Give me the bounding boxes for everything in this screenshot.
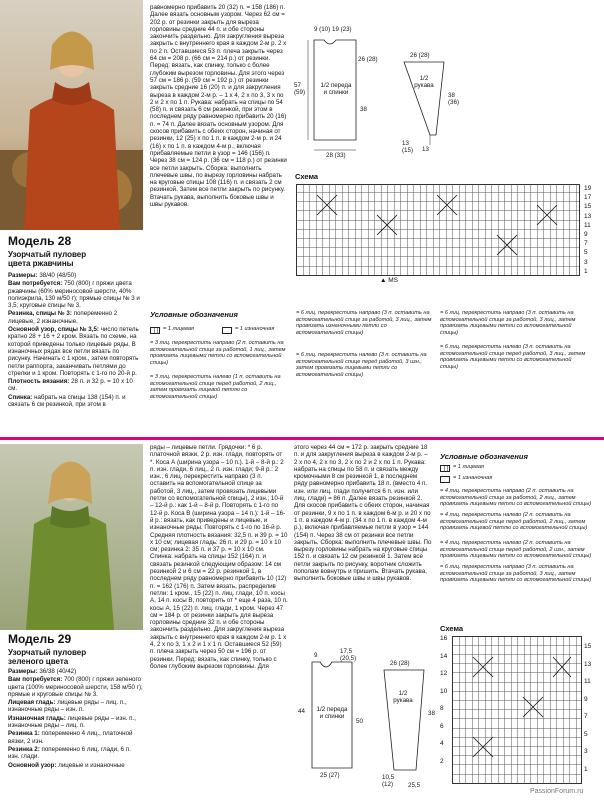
intro-label: Плотность вязания: [8,378,70,386]
model-28-photo-illustration [0,0,143,230]
intro-text: 38/40 (48/50) [37,272,77,279]
intro-text: 700 (800) г пряжи зеленого цвета (100% мериносовой шерсти, 158 м/50 г); прямые и круговые спицы № 3. [8,676,143,698]
row-number: 11 [584,221,591,229]
row-number: 5 [584,249,588,257]
dim: 26 (28) [358,56,378,63]
scheme-cables [297,185,581,277]
ms-label: MS [388,277,398,284]
legend-item: = 4 лиц. перекрестить налево (2 п. оставить на вспомогательной спице перед работой, 2 изн., затем провязать лицевыми петли со вспомогательной спицы) [440,540,592,560]
model-28-instructions: равномерно прибавить 20 (32) п. = 158 (186) п. Далее вязать основным узором. Через 62 см = 202 р. от резинки закрыть для выреза горловины средние 44 п. и обе стороны закончить раздельно. Для закругления выреза закрыть с внутреннего края в каждом 2-м р. 2 х по 2 п. Оставшиеся 53 п. плеча закрыть через 64 см = 208 р. (66 см = 214 р.) от резинки. Перед: вязать, как спинку, только с более глубоким вырезом горловины. Для этого через 57 см = 186 р. (59 см = 192 р.) от резинки закрыть средние 16 (20) п. и для закругления выреза в каждом 2-м р. – 1 х 4, 2 х по 3, 3 х по 2 и 2 х по 1 п. Рукава: набрать на спицы по 54 (58) п. и связать 6 см резинкой, при этом в последнем ряду равномерно прибавить 20 (16) п. = 74 п. Далее вязать основным узором. Для скосов прибавить с обеих сторон, начиная от резинки, 12 (25) х по 1 п. в каждом 2-м р. и 24 (16) х по 1 п. в каждом 4-м р., включая прибавляемые петли в узор = 146 (156) п. Через 38 см = 124 р. (36 см = 118 р.) от резинки все петли закрыть. Сборка: выполнить плечевые швы, по вырезу горловины набрать на круговые спицы 108 (116) п. и связать 2 см резинкой. Затем все петли закрыть по рисунку. Втачать рукава, выполнить боковые швы и швы рукавов. [150,4,287,209]
intro-text: 750 (800) г пряжи цвета ржавчины (60% мериносовой шерсти, 40% полиэкрила, 130 м/50 г); прямые спицы № 3 и 3,5; круговые спицы № 3. [8,280,140,310]
legend-item: = 6 лиц. перекрестить направо (3 п. оставить на вспомогательной спице за работой, 3 лиц., затем провязать лицевыми петли со вспомогательной спицы) [440,310,576,336]
model-29-sleeve-diagram [378,660,448,798]
knit-symbol-icon [150,327,160,334]
row-number: 10 [440,687,448,695]
model-29-scheme-grid [452,636,582,784]
dim: 17,5 (20,5) [340,648,357,663]
row-number: 2 [440,757,444,765]
row-number: 3 [584,748,588,755]
row-number: 1 [584,765,588,773]
scheme-row-numbers-right [584,644,591,784]
purl-symbol-icon [440,476,450,483]
dim: 9 [314,652,318,659]
intro-text: набрать на спицы 138 (154) п. и связать 6 см резинкой, при этом в [8,393,126,409]
dim: 9 (10) [314,26,331,33]
row-number: 13 [584,212,592,220]
row-number: 5 [584,730,588,738]
model-29-title: Модель 29 [8,632,72,646]
row-number: 16 [440,635,448,642]
purl-symbol-icon [222,327,232,334]
row-number: 14 [440,652,448,660]
dim: 13 [422,146,429,153]
row-number: 15 [584,643,592,650]
dim: 50 [356,718,363,725]
row-number: 19 [584,185,592,192]
legend-item: = 1 лицевая [150,326,220,334]
model-28-intro [8,272,143,409]
model-29-instructions: ряды – лицевые петли. Грядочки: * 6 р. платочной вязки, 2 р. изн. глади, повторять от *. Коса А (ширина узора – 10 п.). 1-й – 8-й р.: 2 п. изн. глади, 6 лиц., 2 п. изн. глади; 9-й р.: 2 изн., 6 лиц. перекрестить направо (3 п. оставить на вспомогательной спице за работой, 3 лиц., затем провязать лицевыми петли со вспомогательной спицы), 2 изн.; 10-й – 12-й р.: как 1-й – 8-й р. Повторять с 1-го по 12-й р. Коса В (ширина узора – 14 п.): 1-й – 16-й р.: вязать, как приведены и лицевые, и изнаночные ряды. Повторять с 1-го по 16-й р. Средняя плотность вязания: 32,5 п. и 39 р. = 10 х 10 см; лицевая гладь: 26 п. и 29 р. = 10 х 10 см; резинка 2: 35 п. и 37 р. = 10 х 10 см. Спинка: набрать на спицы 152 (164) п. и связать резинкой следующим образом: 14 см резинкой 2 и 6 см = 22 р. резинкой 1, в последнем ряду равномерно прибавить 10 (12) п. = 162 (176) п. Затем вязать, распределив петли: 1 кром., 15 (22) п. лиц. глади, 10 п. косы А, 14 п. косы В, повторить от * еще 4 раза, 10 п. косы А, 15 (22) п. лиц. глади, 1 кром. Через 47 см = 184 р. от резинки закрыть для выреза горловины средние 32 п. и обе стороны закончить раздельно. Для закругления выреза закрыть с внутреннего края в каждом 2-м р. 1 х 4, 2 х по 3, 1 х 2 и 1 х 1 п. Оставшиеся 52 (59) п. плеча закрыть через 50 см = 196 р. от резинки. Перед: вязать, как спинку, только с более глубоким вырезом горловины. Для [150,444,288,670]
intro-label: Вам потребуется: [8,676,63,684]
model-29-instructions-cont: этого через 44 см = 172 р. закрыть средние 18 п. и для закругления выреза в каждом 2-м р. – 2 х по 4, 2 х по 3, 2 х по 2 и 2 х по 1 п. Рукава: набрать на спицы по 58 п. и связать между кромочными 8 см резинкой 1, в последнем ряду равномерно прибавить 18 п. (вместо 4 п. изн. или лиц. глади получится 6 п. изн. или лиц. глади) = 86 п. Далее вязать резинкой 2. Для скосов прибавить с обеих сторон, начиная от резинки, 9 х по 1 п. в каждом 6-м р. и 20 х по 1 п. в каждом 4-м р. (34 х по 1 п. в каждом 4-м р.), включая прибавляемые петли в узор = 144 (154) п. Через 38 см от резинки все петли закрыть. Сборка: выполнить плечевые швы. По вырезу горловины набрать на круговые спицы 152 п. и связать 12 см резинкой 1. Затем все петли закрыть по рисунку, воротник сложить пополам вовнутрь и пришить. Втачать рукава, выполнить боковые швы и швы рукавов. [294,444,432,583]
intro-text: лицевые ряды – лиц. п., изнаночные ряды – изн. п. [8,699,127,714]
model-28-body-diagram [294,20,384,170]
intro-text: лицевые и изнаночные [56,761,125,769]
row-number: 9 [584,695,588,703]
intro-text: попеременно 6 лиц. глади, 6 п. изн. глади. [8,745,131,761]
model-29-subtitle: Узорчатый пуловер зеленого цвета [8,648,87,666]
ms-marker [380,277,398,284]
model-28-title: Модель 28 [8,234,72,248]
row-number: 17 [584,194,592,202]
intro-label: Лицевая гладь: [8,699,56,707]
dim: 38 [360,106,367,113]
intro-label: Резинка, спицы № 3: [8,310,72,318]
intro-text: лицевые ряды – изн. п., изнаночные ряды – лиц. п. [8,714,136,730]
row-number: 9 [584,230,588,238]
scheme-label: Схема [295,172,319,181]
legend-item: = 6 лиц. перекрестить налево (3 п. оставить на вспомогательной спице перед работой, 3 лиц., затем провязать лицевыми петли со вспомогательной спицы) [440,344,586,370]
legend-item: = 6 лиц. перекрестить налево (3 п. оставить на вспомогательной спице перед работой, 3 изн., затем провязать лицевыми петли со вспомогательной спицы) [296,352,427,378]
intro-text: число петель кратно 28 + 16 + 2 кром. Вязать по схеме, на которой приведены только лицевые ряды. В изнаночных рядах все петли вязать по рисунку. Начинать с 1 кром., затем повторять петли раппорта, заканчивать петлями до стрелки и 1 кром. Повторять с 1-го по 20-й р. [8,326,139,377]
intro-label: Спинка: [8,393,33,401]
row-number: 11 [584,678,591,685]
dim: 28 (33) [326,152,346,159]
model-29-intro [8,668,143,798]
intro-text: попеременно 2 лицевые, 2 изнаночные. [8,310,118,325]
model-29-photo-illustration [0,444,143,630]
intro-label: Размеры: [8,272,38,279]
row-number: 8 [440,705,444,712]
legend-item: = 1 изнаночная [440,475,590,483]
intro-text: попеременно 4 лиц., платочной вязки, 2 изн. [8,730,133,745]
row-number: 7 [584,240,588,248]
model-28-scheme-grid [296,184,580,276]
row-number: 1 [584,267,588,275]
legend-item: = 3 лиц. перекрестить налево (1 п. оставить на вспомогательной спице перед работой, 2 лиц., затем провязать лицевой петлю со вспомогательной спицы) [150,374,281,400]
dim: 10,5 (12) [382,774,395,789]
intro-label: Резинка 1: [8,730,40,738]
body-label: 1/2 переда и спинки [320,82,352,97]
row-number: 12 [440,670,448,677]
dim: 25,5 [408,782,421,789]
dim: 38 [428,710,435,717]
scheme-row-numbers-left [440,636,447,776]
intro-label: Резинка 2: [8,745,40,753]
row-number: 15 [584,203,592,211]
sleeve-label: 1/2 рукава [414,75,434,90]
intro-label: Вам потребуется: [8,280,63,288]
arrow-up-icon: ▲ [380,277,387,284]
intro-label: Изнаночная гладь: [8,714,66,722]
sleeve-label: 1/2 рукава [393,690,413,705]
intro-text: 28 п. и 32 р. = 10 х 10 см. [8,378,133,393]
legend-heading: Условные обозначения [150,310,238,319]
legend-item: = 1 изнаночная [222,326,292,334]
legend-item: = 4 лиц. перекрестить налево (2 п. оставить на вспомогательной спице перед работой, 2 лиц., затем провязать лицевой петлю со вспомогательной спицы) [440,512,588,532]
dim: 26 (28) [410,52,430,59]
legend-item: = 6 лиц. перекрестить направо (3 п. оставить на вспомогательной спице за работой, 3 лиц., затем провязать изнаночными петли со вспомогательной спицы) [296,310,432,336]
dim: 26 (28) [390,660,410,667]
intro-text: 36/38 (40/42) [37,668,77,675]
legend-item: = 3 лиц. перекрестить направо (2 п. оставить на вспомогательной спице за работой, 1 лиц., затем провязать лицевыми петли со вспомогательной спицы) [150,340,286,366]
dim: 19 (23) [332,26,352,33]
watermark: PassionForum.ru [530,788,584,795]
intro-label: Размеры: [8,668,38,675]
dim: 25 (27) [320,772,340,779]
legend-item: = 4 лиц. перекрестить направо (2 п. оставить на вспомогательной спице за работой, 2 лиц., затем провязать лицевыми петли со вспомогательной спицы) [440,488,592,508]
intro-label: Основной узор, спицы № 3,5: [8,326,99,334]
scheme-cables [453,637,583,785]
scheme-label: Схема [440,624,464,633]
row-number: 3 [584,258,588,266]
body-label: 1/2 переда и спинки [316,706,348,721]
dim: 38 (36) [448,92,460,107]
intro-label: Основной узор: [8,761,57,769]
row-number: 7 [584,713,588,720]
model-29-body-diagram [294,648,374,798]
model-28-sleeve-diagram [392,40,472,165]
model-29-photo [0,444,143,630]
dim: 13 (15) [402,140,414,155]
scheme-row-numbers [584,186,591,278]
row-number: 13 [584,660,592,668]
legend-item: = 1 лицевая [440,464,590,472]
section-divider [0,437,604,440]
model-28-photo [0,0,143,230]
dim: 57 (59) [294,82,306,97]
model-28-subtitle: Узорчатый пуловер цвета ржавчины [8,250,87,268]
row-number: 4 [440,740,444,747]
row-number: 6 [440,722,444,730]
model-29-legend [440,464,600,614]
legend-item: = 6 лиц. перекрестить направо (3 п. оставить на вспомогательной спице за работой, 3 лиц., затем провязать лицевыми петли со вспомогательной спицы) [440,564,592,584]
legend-heading: Условные обозначения [440,452,528,461]
knit-symbol-icon [440,465,450,472]
dim: 44 [298,708,305,715]
